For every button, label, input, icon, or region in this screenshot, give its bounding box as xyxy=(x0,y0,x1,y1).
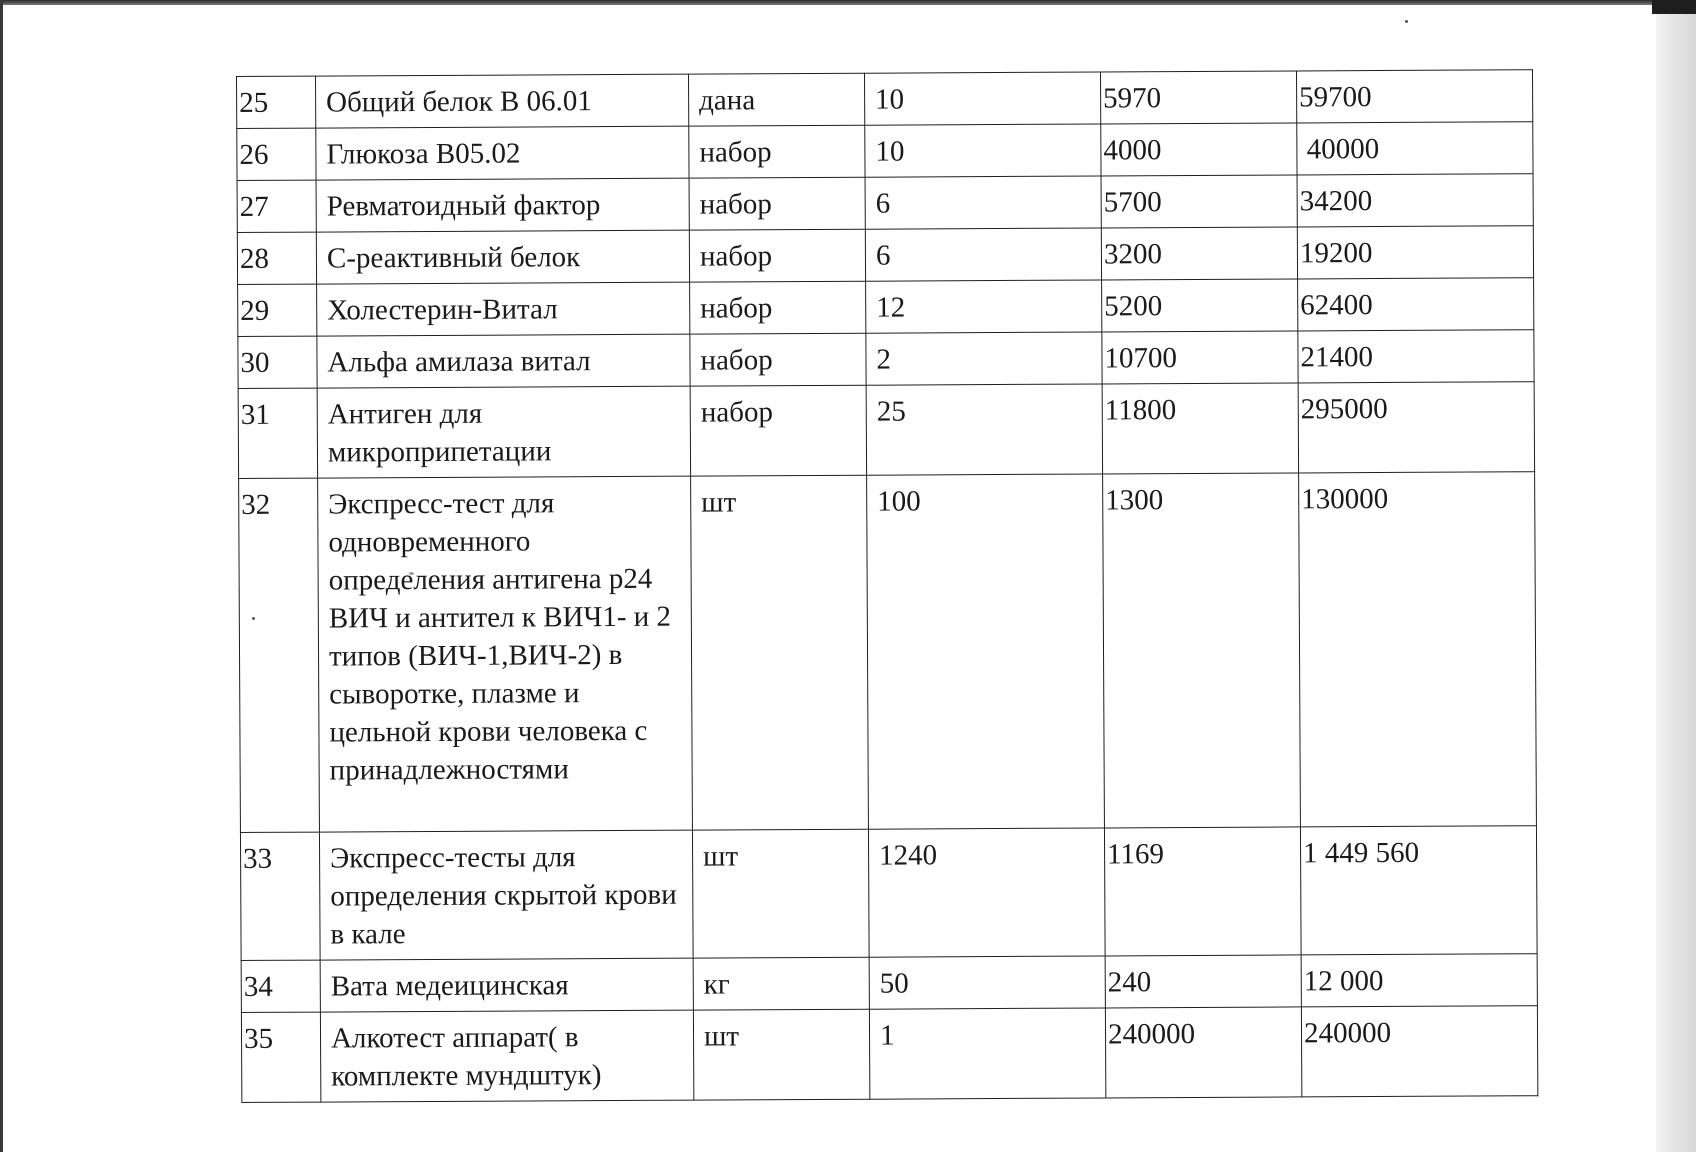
row-number: 26 xyxy=(237,128,316,180)
scan-speck xyxy=(1405,20,1408,23)
scan-top-edge xyxy=(0,0,1696,5)
items-table xyxy=(236,69,1538,1103)
item-name: Экспресс-тесты для определения скрытой крови в кале xyxy=(319,830,693,960)
item-name: Холестерин-Витал xyxy=(317,282,690,336)
table-row xyxy=(240,826,1537,961)
item-name: Альфа амилаза витал xyxy=(317,334,690,388)
item-quantity: 2 xyxy=(866,332,1102,385)
item-price: 3200 xyxy=(1101,227,1297,280)
item-total: 62400 xyxy=(1298,278,1534,331)
item-price: 5700 xyxy=(1101,175,1297,228)
item-quantity: 1 xyxy=(869,1008,1105,1099)
row-number: 32 xyxy=(239,478,320,832)
table-row xyxy=(241,954,1537,1013)
row-number: 31 xyxy=(238,388,317,478)
item-price: 240 xyxy=(1105,955,1301,1008)
item-unit: дана xyxy=(688,73,864,126)
table-row xyxy=(239,472,1537,833)
table-row xyxy=(237,174,1533,233)
row-number: 35 xyxy=(241,1012,320,1102)
row-number: 33 xyxy=(240,832,320,960)
item-name: Вата медеицинская xyxy=(320,958,693,1012)
item-price: 1300 xyxy=(1103,473,1301,828)
item-total: 295000 xyxy=(1298,382,1534,473)
table-row xyxy=(238,330,1534,389)
item-name: Ревматоидный фактор xyxy=(316,178,689,232)
item-quantity: 10 xyxy=(864,72,1100,125)
scan-corner-shadow xyxy=(1652,0,1696,14)
scan-right-edge xyxy=(1656,0,1696,1152)
item-quantity: 100 xyxy=(867,474,1105,829)
item-quantity: 25 xyxy=(866,384,1102,475)
item-unit: набор xyxy=(689,229,865,282)
scan-left-edge xyxy=(0,0,3,1152)
item-unit: шт xyxy=(693,1009,869,1100)
item-name: Антиген для микроприпетации xyxy=(317,386,690,478)
item-unit: набор xyxy=(689,125,865,178)
item-quantity: 6 xyxy=(865,176,1101,229)
item-unit: набор xyxy=(689,177,865,230)
row-number: 30 xyxy=(238,336,317,388)
row-number: 34 xyxy=(241,960,320,1012)
item-total: 40000 xyxy=(1297,122,1533,175)
item-name: С-реактивный белок xyxy=(316,230,689,284)
table-row xyxy=(237,122,1533,181)
table-row xyxy=(237,70,1533,129)
item-total: 240000 xyxy=(1301,1006,1537,1097)
item-price: 240000 xyxy=(1105,1007,1301,1098)
table-row xyxy=(241,1006,1537,1103)
item-quantity: 10 xyxy=(865,124,1101,177)
item-name: Глюкоза В05.02 xyxy=(316,126,689,180)
item-price: 4000 xyxy=(1101,123,1297,176)
item-unit: набор xyxy=(690,385,866,476)
item-total: 19200 xyxy=(1297,226,1533,279)
item-total: 21400 xyxy=(1298,330,1534,383)
item-unit: шт xyxy=(692,829,869,958)
item-name: Алкотест аппарат( в комплекте мундштук) xyxy=(320,1010,693,1102)
table-row xyxy=(238,278,1534,337)
item-name: Общий белок В 06.01 xyxy=(316,74,689,128)
table-row xyxy=(238,382,1534,479)
item-total: 1 449 560 xyxy=(1300,826,1537,955)
row-number: 29 xyxy=(238,284,317,336)
item-total: 12 000 xyxy=(1301,954,1537,1007)
item-quantity: 12 xyxy=(866,280,1102,333)
item-total: 34200 xyxy=(1297,174,1533,227)
item-price: 5200 xyxy=(1102,279,1298,332)
item-price: 11800 xyxy=(1102,383,1298,474)
row-number: 25 xyxy=(237,76,316,128)
item-unit: кг xyxy=(693,957,869,1010)
item-quantity: 50 xyxy=(869,956,1105,1009)
item-unit: набор xyxy=(690,333,866,386)
item-unit: шт xyxy=(691,475,869,830)
item-price: 5970 xyxy=(1100,71,1296,124)
row-number: 27 xyxy=(237,180,316,232)
item-total: 130000 xyxy=(1299,472,1537,827)
item-quantity: 1240 xyxy=(868,828,1105,957)
item-unit: набор xyxy=(690,281,866,334)
item-price: 10700 xyxy=(1102,331,1298,384)
table-row xyxy=(237,226,1533,285)
item-name: Экспресс-тест для одновременного определения антигена р24 ВИЧ и антител к ВИЧ1- и 2 типов (ВИЧ-1,ВИЧ-2) в сыворотке, плазме и цельной крови человека с принадлежностями xyxy=(318,476,693,832)
item-total: 59700 xyxy=(1296,70,1532,123)
item-quantity: 6 xyxy=(865,228,1101,281)
row-number: 28 xyxy=(237,232,316,284)
item-price: 1169 xyxy=(1104,827,1301,956)
